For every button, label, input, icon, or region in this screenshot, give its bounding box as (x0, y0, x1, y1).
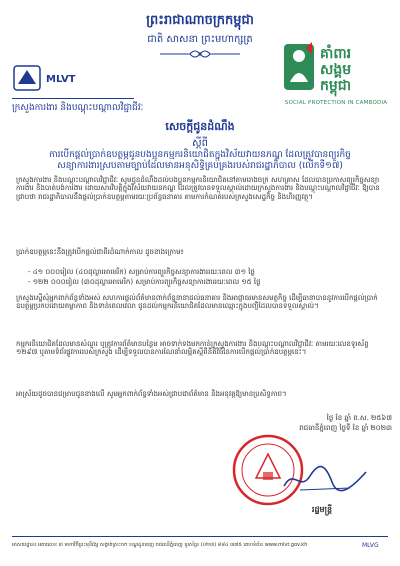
ministry-name: ក្រសួងការងារ និងបណ្តុះបណ្តាលវិជ្ជាជីវៈ (12, 103, 144, 113)
lunar-date-line: ថ្ងៃ ខែ ឆ្នាំ ព.ស. ២៥៦៧ (326, 414, 392, 422)
document-subtitle: ស្តីពី (192, 138, 208, 149)
sp-logo-caption: SOCIAL PROTECTION IN CAMBODIA (284, 100, 388, 106)
date-line: រាជធានីភ្នំពេញ ថ្ងៃទី ខែ ឆ្នាំ ២០២៣ (299, 424, 392, 432)
org-underline (12, 98, 134, 99)
paragraph-2: ប្រាក់ឧបត្ថម្ភនេះនឹងត្រូវបើកផ្តល់ជាពីរដំណាក់កាល ដូចខាងក្រោម៖ (16, 248, 184, 256)
footer-address: អាសយដ្ឋាន៖ អគារលេខ ៣ មហាវិថីព្រះមុនីវង្ស សង្កាត់ស្រះចក ខណ្ឌដូនពេញ រាជធានីភ្នំពេញ ទូរស័ព្ទ៖ (០២៣) ៨៨៤ ៣៧៥ គេហទំព័រ៖ www.mlvt.gov.kh (12, 542, 308, 548)
sp-logo-line2: សង្គម (320, 62, 352, 78)
page-code: MLVG (362, 542, 379, 549)
kingdom-header: ព្រះរាជាណាចក្រកម្ពុជា (146, 13, 254, 28)
signature-icon (280, 462, 370, 496)
bullet-1: - ៤១ ០០០រៀល (៤០ដុល្លារអាមេរិក) សម្រាប់ការព្យួរកិច្ចសន្យាការងាររយៈពេល ៣១ ថ្ងៃ (28, 268, 255, 276)
ministry-emblem-icon (12, 62, 132, 94)
paragraph-4: កម្មករនិយោជិតដែលមានសំណួរ ឬត្រូវការព័ត៌មានបន្ថែម អាចទាក់ទងមកកាន់ក្រសួងការងារ និងបណ្តុះបណ្តាលវិជ្ជាជីវៈ តាមរយៈលេខទូរស័ព្ទ ១២៩៧ ឬតាមទំព័រផ្លូវការរបស់ក្រសួង ដើម្បីទទួលបានការណែនាំលម្អិតស្តីពីនីតិវិធីនៃការបើកផ្តល់ប្រាក់ឧបត្ថម្ភនេះ។ (16, 340, 369, 357)
bullet-2: - ១២២ ០០០រៀល (៣០ដុល្លារអាមេរិក) សម្រាប់ការព្យួរកិច្ចសន្យាការងាររយៈពេល ១៥ ថ្ងៃ (28, 278, 261, 286)
paragraph-3: ក្រសួងស្នើសុំអ្នកពាក់ព័ន្ធទាំងអស់ សហការផ្តល់ព័ត៌មានពាក់ព័ន្ធនានាដល់ធនាគារ និងអាជ្ញាធរមានសមត្ថកិច្ច ដើម្បីធានាបាននូវការបើកផ្តល់ប្រាក់ឧបត្ថម្ភប្រកបដោយតម្លាភាព និងទាន់ពេលវេលា ជូនដល់កម្មករនិយោជិតដែលមានឈ្មោះក្នុងបញ្ជីដែលបានទទួលស្គាល់។ (16, 294, 378, 311)
svg-text:MLVT: MLVT (46, 74, 76, 85)
footer-divider (12, 536, 388, 537)
social-protection-logo-icon (282, 38, 390, 98)
ornament-divider-icon (160, 48, 240, 60)
paragraph-5: អាស្រ័យដូចបានជម្រាបជូនខាងលើ សូមអ្នកពាក់ព័ន្ធទាំងអស់ជ្រាបជាព័ត៌មាន និងអនុវត្តឱ្យមានប្រសិទ្ធភាព។ (16, 390, 287, 398)
sp-logo-line3: កម្ពុជា (320, 78, 352, 94)
paragraph-1: ក្រសួងការងារ និងបណ្តុះបណ្តាលវិជ្ជាជីវៈ សូមជូនដំណឹងដល់បងប្អូនកម្មករនិយោជិតនៅតាមរោងចក្រ សហគ្រាស ដែលបានប្រកាសព្យួរកិច្ចសន្យាការងារ និងបាត់បង់ការងារ ដោយសារវិបត្តិក្នុងវិស័យវាយនភណ្ឌ ដែលត្រូវបានទទួលស្គាល់ដោយក្រសួងការងារ និងបណ្តុះបណ្តាលវិជ្ជាជីវៈ ឱ្យបានជ្រាបថា រាជរដ្ឋាភិបាលនឹងផ្តល់ប្រាក់ឧបត្ថម្ភតាមរយៈប្រព័ន្ធធនាគារ តាមការកំណត់របស់ក្រសួងសេដ្ឋកិច្ច និងហិរញ្ញវត្ថុ។ (16, 176, 380, 201)
national-motto: ជាតិ សាសនា ព្រះមហាក្សត្រ (147, 34, 253, 45)
signer-title: រដ្ឋមន្ត្រី (311, 505, 333, 514)
document-heading: ការបើកផ្តល់ប្រាក់ឧបត្ថម្ភជូនបងប្អូនកម្មករនិយោជិតក្នុងវិស័យវាយនភណ្ឌ ដែលត្រូវបានព្យួរកិច្ចសន្យាការងារស្របតាមច្បាប់ដែលមានអនុសិទ្ធិគ្រប់គ្រងរបស់រាជរដ្ឋាភិបាល (លើកទី១៧) (49, 150, 351, 171)
document-title: សេចក្តីជូនដំណឹង (165, 120, 235, 133)
sp-logo-line1: គាំពារ (320, 46, 352, 62)
